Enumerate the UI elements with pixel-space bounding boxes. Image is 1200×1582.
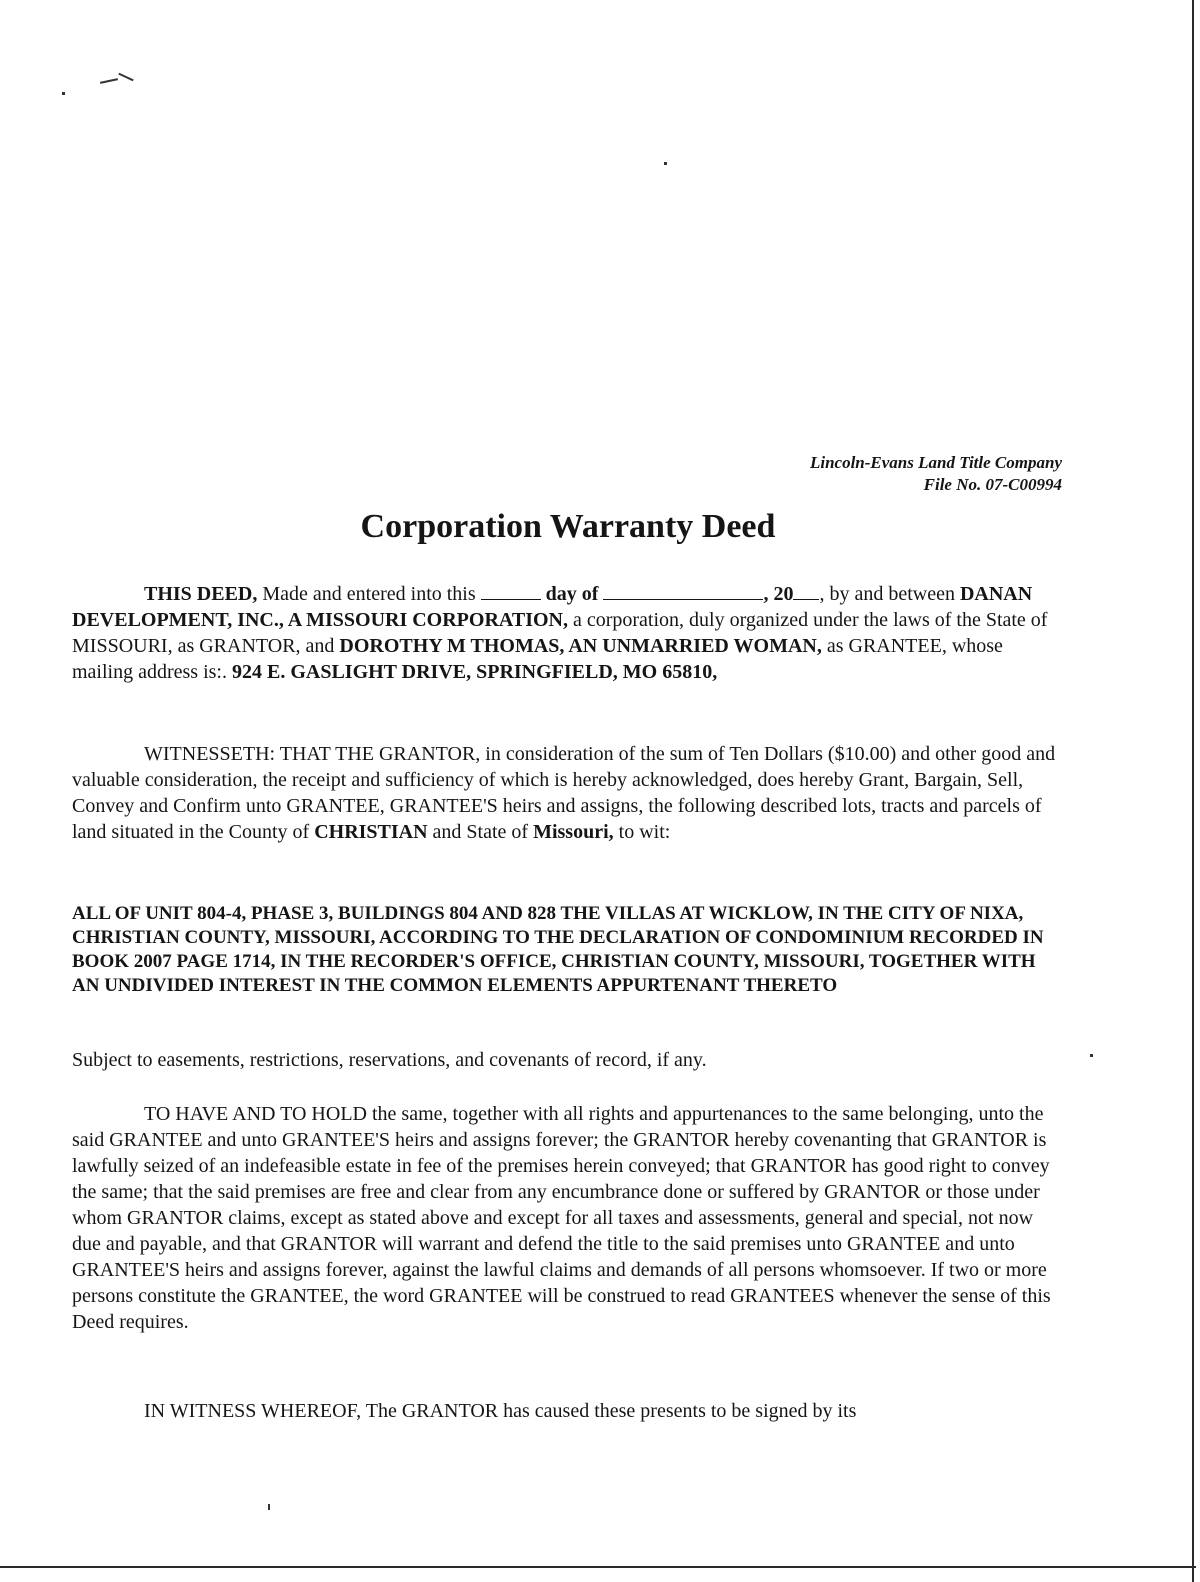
year-prefix: , 20 xyxy=(763,583,794,605)
grantor-name: DANAN DEVELOPMENT, INC., A MISSOURI CORPORATION, xyxy=(72,583,1033,631)
page-edge-right xyxy=(1192,0,1194,1582)
scan-mark xyxy=(664,162,667,165)
intro-text: , by and between xyxy=(819,583,960,605)
document-title: Corporation Warranty Deed xyxy=(360,508,776,545)
day-of-label: day of xyxy=(540,583,604,605)
witnesseth-text: WITNESSETH: THAT THE GRANTOR, in consideration of the sum of Ten Dollars ($10.00) and other good and valuable consideration, the receipt and sufficiency of which is hereby acknowledged, does hereby Grant, Bargain, Sell, Convey and Confirm unto GRANTEE, GRANTEE'S heirs and assigns, the following described lots, tracts and parcels of land situated in the County of xyxy=(72,743,1056,843)
witnesseth-text: to wit: xyxy=(613,821,671,843)
habendum-paragraph: TO HAVE AND TO HOLD the same, together with all rights and appurtenances to the same belonging, unto the said GRANTEE and unto GRANTEE'S heirs and assigns forever; the GRANTOR hereby covenanting that GRANTOR is lawfully seized of an indefeasible estate in fee of the premises herein conveyed; that GRANTOR has good right to convey the same; that the said premises are free and clear from any encumbrance done or suffered by GRANTOR or those under whom GRANTOR claims, except as stated above and except for all taxes and assessments, general and special, not now due and payable, and that GRANTOR will warrant and defend the title to the said premises unto GRANTEE and unto GRANTEE'S heirs and assigns forever, against the lawful claims and demands of all persons whomsoever. If two or more persons constitute the GRANTEE, the word GRANTEE will be construed to read GRANTEES whenever the sense of this Deed requires. xyxy=(72,1103,1051,1333)
company-name: Lincoln-Evans Land Title Company xyxy=(809,453,1062,472)
day-blank xyxy=(481,581,541,600)
scan-mark xyxy=(1090,1054,1093,1057)
witnesseth-text: and State of xyxy=(427,821,534,843)
legal-description: ALL OF UNIT 804-4, PHASE 3, BUILDINGS 804 AND 828 THE VILLAS AT WICKLOW, IN THE CITY OF NIXA, CHRISTIAN COUNTY, MISSOURI, ACCORDING TO THE DECLARATION OF CONDOMINIUM RECORDED IN BOOK 2007 PAGE 1714, IN THE RECORDER'S OFFICE, CHRISTIAN COUNTY, MISSOURI, TOGETHER WITH AN UNDIVIDED INTEREST IN THE COMMON ELEMENTS APPURTENANT THERETO xyxy=(72,903,1044,996)
scan-mark xyxy=(268,1504,270,1510)
month-blank xyxy=(603,581,763,600)
intro-lead: THIS DEED, xyxy=(144,583,258,605)
county-name: CHRISTIAN xyxy=(314,821,428,843)
witnesseth-paragraph xyxy=(72,741,1065,845)
intro-text: as GRANTEE, whose mailing address is:. xyxy=(72,635,1003,683)
scan-mark xyxy=(100,78,118,84)
scan-mark xyxy=(118,73,133,82)
intro-paragraph xyxy=(72,581,1065,685)
subject-to-clause: Subject to easements, restrictions, reservations, and covenants of record, if any. xyxy=(72,1049,707,1071)
state-name: Missouri, xyxy=(533,821,614,843)
scan-mark xyxy=(62,92,65,95)
intro-text: Made and entered into this xyxy=(257,583,481,605)
in-witness-paragraph: IN WITNESS WHEREOF, The GRANTOR has caused these presents to be signed by its xyxy=(144,1400,857,1422)
file-number: File No. 07-C00994 xyxy=(923,475,1062,494)
page-edge-bottom xyxy=(0,1566,1196,1568)
grantee-name: DOROTHY M THOMAS, AN UNMARRIED WOMAN, xyxy=(339,635,822,657)
year-blank xyxy=(793,581,819,600)
intro-text: a corporation, duly organized under the laws of the State of MISSOURI, as GRANTOR, and xyxy=(72,609,1048,657)
title-company-header xyxy=(810,452,1062,496)
grantee-address: 924 E. GASLIGHT DRIVE, SPRINGFIELD, MO 65810, xyxy=(231,661,718,683)
